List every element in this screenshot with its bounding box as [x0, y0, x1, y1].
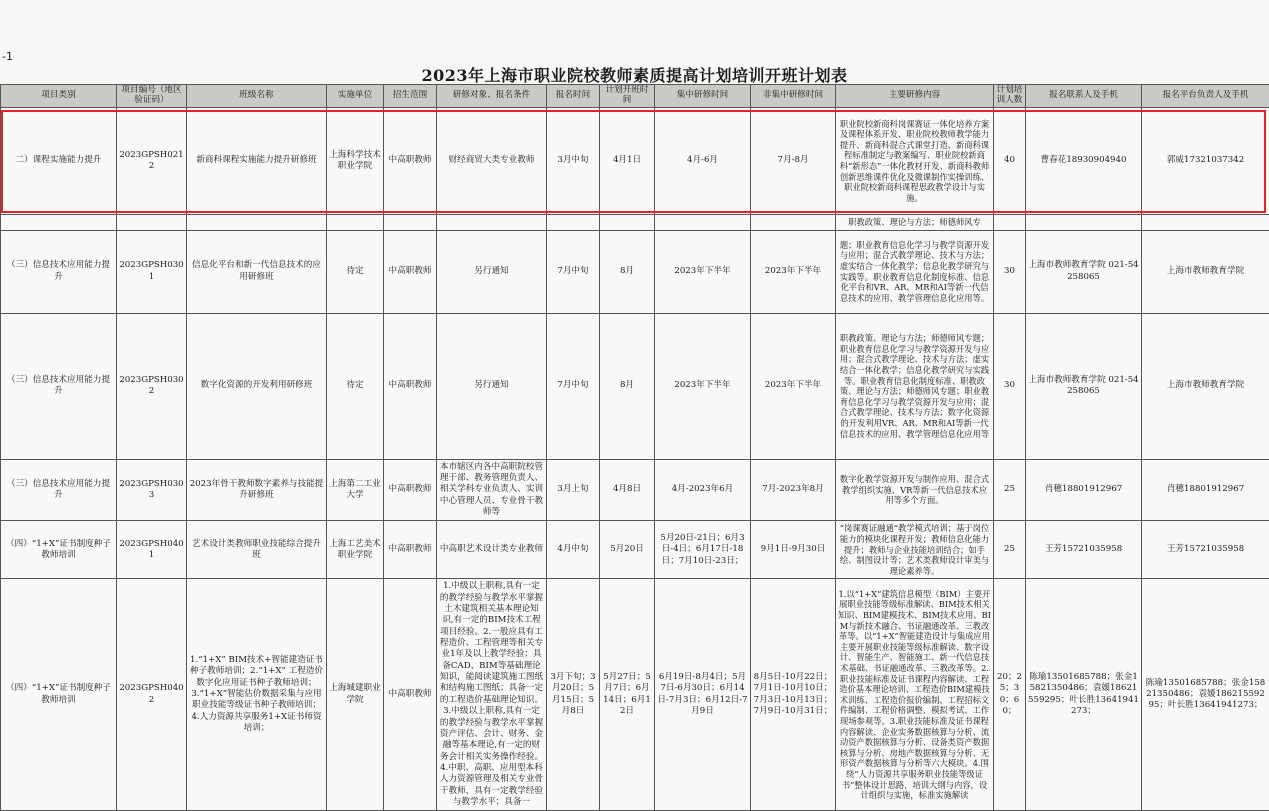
cell-code: 2023GPSH0303 — [117, 459, 187, 521]
cell-platform: 肖穗18801912967 — [1142, 459, 1269, 521]
col-header-open-time: 计划开班时间 — [600, 85, 655, 108]
col-header-contact: 报名联系人及手机 — [1026, 85, 1142, 108]
cell-scope: 中高职教师 — [384, 579, 437, 811]
cell-central-time: 4月-6月 — [655, 108, 751, 215]
cell-contact: 肖穗18801912967 — [1026, 459, 1142, 521]
table-row — [1, 215, 1269, 231]
table-row — [1, 230, 1269, 313]
cell-count: 40 — [994, 108, 1026, 215]
cell-unit: 待定 — [327, 230, 384, 313]
cell-unit: 待定 — [327, 313, 384, 459]
col-header-count: 计划培训人数 — [994, 85, 1026, 108]
cell-reg-time: 4月中旬 — [547, 521, 600, 579]
col-header-category: 项目类别 — [1, 85, 117, 108]
cell-count: 25 — [994, 459, 1026, 521]
cell-code: 2023GPSH0401 — [117, 521, 187, 579]
cell-open-time: 4月8日 — [600, 459, 655, 521]
cell-open-time: 4月1日 — [600, 108, 655, 215]
col-header-scope: 招生范围 — [384, 85, 437, 108]
header-row — [1, 85, 1269, 108]
cell-contact: 上海市教师教育学院 021-54258065 — [1026, 230, 1142, 313]
cell-content: 职教政策、理论与方法；师德师风专题；职业教育信息化学习与教学资源开发与应用；混合式教学理论、技术与方法；虚实结合一体化教学；信息化教学研究与实践等。职业教育信息化制度标准、职教政策、理论与方法；师德师风专题；职业教育信息化学习与教学资源开发与应用；混合式教学理论、技术与方法；数字化资源的开发利用VR、AR、MR和AI等新一代信息技术的应用、教学管理信息化应用等 — [836, 313, 994, 459]
cell-central-time: 6月19日-8月4日；5月7日-6月30日；6月14日-7月3日；6月12日-7月9日 — [655, 579, 751, 811]
cell-reg-time: 3月上旬 — [547, 459, 600, 521]
cell-class-name: 2023年骨干教师数字素养与技能提升研修班 — [187, 459, 327, 521]
cell-count: 30 — [994, 230, 1026, 313]
col-header-unit: 实施单位 — [327, 85, 384, 108]
cell-central-time: 2023年下半年 — [655, 313, 751, 459]
cell-content: “岗课赛证融通”教学模式培训；基于岗位能力的模块化课程开发；教师信息化能力提升；教师与企业技能培训结合；如手绘、制图设计等；艺术类教师设计审美与理论素养等。 — [836, 521, 994, 579]
cell-requirements: 中高职艺术设计类专业教师 — [437, 521, 547, 579]
cell-central-time: 4月-2023年6月 — [655, 459, 751, 521]
table-row — [1, 579, 1269, 811]
cell-unit: 上海工艺美术职业学院 — [327, 521, 384, 579]
table-row — [1, 459, 1269, 521]
cell-requirements: 1.中级以上职称,具有一定的教学经验与教学水平掌握土木建筑相关基本理论知识,有一定的BIM技术工程项目经验。2.一般应具有工程造价、工程管理等相关专业1年及以上教学经验；具备CAD、BIM等基础理论知识，能阅读建筑施工图纸和结构施工图纸；具备一定的工程造价基础理论知识。3.中级以上职称,具有一定的教学经验与教学水平掌握资产评估、会计、财务、金融等基本理论,有一定的财务会计相关实务操作经验。4.中职、高职、应用型本科人力资源管理及相关专业骨干教师，具有一定教学经验与教学水平；具备一 — [437, 579, 547, 811]
cell-count: 30 — [994, 313, 1026, 459]
cell-category: （三）信息技术应用能力提升 — [1, 230, 117, 313]
table-row — [1, 108, 1269, 215]
cell-class-name: 新商科课程实施能力提升研修班 — [187, 108, 327, 215]
cell-platform: 上海市教师教育学院 — [1142, 313, 1269, 459]
col-header-content: 主要研修内容 — [836, 85, 994, 108]
cell-category: 二）课程实施能力提升 — [1, 108, 117, 215]
cell-unit: 上海科学技术职业学院 — [327, 108, 384, 215]
cell-contact: 上海市教师教育学院 021-54258065 — [1026, 313, 1142, 459]
cell-noncentral-time: 2023年下半年 — [751, 230, 836, 313]
col-header-requirements: 研修对象、报名条件 — [437, 85, 547, 108]
cell-central-time: 5月20日-21日；6月3日-4日；6月17日-18日；7月10日-23日； — [655, 521, 751, 579]
cell-scope: 中高职教师 — [384, 459, 437, 521]
cell-reg-time: 7月中旬 — [547, 313, 600, 459]
table-row — [1, 313, 1269, 459]
cell-class-name: 数字化资源的开发利用研修班 — [187, 313, 327, 459]
col-header-platform: 报名平台负责人及手机 — [1142, 85, 1269, 108]
cell-count: 25 — [994, 521, 1026, 579]
col-header-noncentral-time: 非集中研修时间 — [751, 85, 836, 108]
col-header-code: 项目编号（地区验证码） — [117, 85, 187, 108]
cell-noncentral-time: 7月-8月 — [751, 108, 836, 215]
cell-reg-time: 7月中旬 — [547, 230, 600, 313]
cell-content: 职业院校新商科岗课赛证一体化培养方案及课程体系开发、职业院校教师教学能力提升、新商科混合式课堂打造、新商科课程标准制定与教案编写、职业院校新商科“新形态”一体化教材开发、新商科教师创新思维课件优化及微课制作实操训练、职业院校新商科课程思政教学设计与实施。 — [836, 108, 994, 215]
training-plan-table — [0, 84, 1269, 811]
cell-platform: 上海市教师教育学院 — [1142, 230, 1269, 313]
cell-content: 题；职业教育信息化学习与教学资源开发与应用；混合式教学理论、技术与方法；虚实结合一体化教学；信息化教学研究与实践等。职业教育信息化制度标准、信息化平台和VR、AR、MR和AI等新一代信息技术的应用、教学管理信息化应用等。 — [836, 230, 994, 313]
cell-content: 职教政策、理论与方法；师德师风专 — [836, 215, 994, 231]
cell-contact: 王芳15721035958 — [1026, 521, 1142, 579]
cell-scope: 中高职教师 — [384, 313, 437, 459]
cell-scope: 中高职教师 — [384, 521, 437, 579]
cell-requirements: 财经商贸大类专业教师 — [437, 108, 547, 215]
cell-unit: 上海城建职业学院 — [327, 579, 384, 811]
cell-scope: 中高职教师 — [384, 108, 437, 215]
cell-code: 2023GPSH0212 — [117, 108, 187, 215]
cell-class-name: 1.“1+X” BIM技术+智能建造证书种子教师培训；2.“1+X” 工程造价数字化应用证书种子教师培训；3.“1+X”智能估价数据采集与应用职业技能等级证书种子教师培训；4.人力资源共享服务1+X证书师资培训； — [187, 579, 327, 811]
cell-requirements: 另行通知 — [437, 313, 547, 459]
cell-contact: 曹春花18930904940 — [1026, 108, 1142, 215]
cell-scope: 中高职教师 — [384, 230, 437, 313]
document-title: 2023年上海市职业院校教师素质提高计划培训开班计划表 — [0, 63, 1269, 86]
col-header-reg-time: 报名时间 — [547, 85, 600, 108]
table-row — [1, 521, 1269, 579]
cell-code: 2023GPSH0402 — [117, 579, 187, 811]
cell-open-time: 5月27日；5月7日；6月14日；6月12日 — [600, 579, 655, 811]
cell-platform: 陈瑜13501685788；张金15821350486；袁媛18621559295；叶长胜13641941273； — [1142, 579, 1269, 811]
cell-requirements: 本市辖区内各中高职院校管理干部、教务管理负责人、相关学科专业负责人、实训中心管理人员、专业骨干教师等 — [437, 459, 547, 521]
cell-open-time: 5月20日 — [600, 521, 655, 579]
cell-open-time: 8月 — [600, 313, 655, 459]
cell-class-name: 信息化平台和新一代信息技术的应用研修班 — [187, 230, 327, 313]
cell-platform: 郭威17321037342 — [1142, 108, 1269, 215]
cell-count: 20；25；30；60； — [994, 579, 1026, 811]
cell-reg-time: 3月下旬；3月20日；5月15日；5月8日 — [547, 579, 600, 811]
cell-content: 1.以“1+X”建筑信息模型（BIM）主要开展职业技能等级标准解读、BIM技术相关知识、BIM建模技术、BIM技术应用、BIM与新技术融合、书证融通改革、三教改革等。以“1+X”智能建造设计与集成应用主要开展职业技能等级标准解读、数字设计、智能生产、智能施工、新一代信息技术基础、书证融通改革、三教改革等。2.职业技能标准及证书课程内容解读、工程造价基本理论培训、工程造价BIM建模技术训练、工程造价报价编制、工程招标文件编制、工程价格调整、模拟考试、工作现场参观等。3.职业技能标准及证书课程内容解读、企业实务数据核算与分析、流动资产数据核算与分析、设备类资产数据核算与分析、房地产数据核算与分析、无形资产数据核算与分析等六大模块。4.围绕“人力资源共享服务职业技能等级证书”整体设计思路，培训大纲与内容，设计组织与实施，标准实施解读 — [836, 579, 994, 811]
col-header-central-time: 集中研修时间 — [655, 85, 751, 108]
cell-noncentral-time: 2023年下半年 — [751, 313, 836, 459]
cell-reg-time: 3月中旬 — [547, 108, 600, 215]
cell-noncentral-time: 9月1日-9月30日 — [751, 521, 836, 579]
cell-class-name: 艺术设计类教师职业技能综合提升班 — [187, 521, 327, 579]
cell-code: 2023GPSH0302 — [117, 313, 187, 459]
cell-category: （四）“1+X”证书制度种子教师培训 — [1, 521, 117, 579]
cell-contact: 陈瑜13501685788；张金15821350486；袁媛18621559295；叶长胜13641941273； — [1026, 579, 1142, 811]
cell-category: （四）“1+X”证书制度种子教师培训 — [1, 579, 117, 811]
cell-content: 数字化教学资源开发与制作应用、混合式教学组织实施、VR等新一代信息技术应用等多个方面。 — [836, 459, 994, 521]
cell-noncentral-time: 8月5日-10月22日；7月1日-10月10日；7月3日-10月13日；7月9日-10月31日； — [751, 579, 836, 811]
cell-unit: 上海第二工业大学 — [327, 459, 384, 521]
cell-central-time: 2023年下半年 — [655, 230, 751, 313]
cell-code: 2023GPSH0301 — [117, 230, 187, 313]
cell-category: （三）信息技术应用能力提升 — [1, 313, 117, 459]
col-header-class-name: 班级名称 — [187, 85, 327, 108]
page-mark: -1 — [2, 50, 13, 63]
cell-category: （三）信息技术应用能力提升 — [1, 459, 117, 521]
cell-noncentral-time: 7月-2023年8月 — [751, 459, 836, 521]
cell-platform: 王芳15721035958 — [1142, 521, 1269, 579]
cell-open-time: 8月 — [600, 230, 655, 313]
cell-requirements: 另行通知 — [437, 230, 547, 313]
